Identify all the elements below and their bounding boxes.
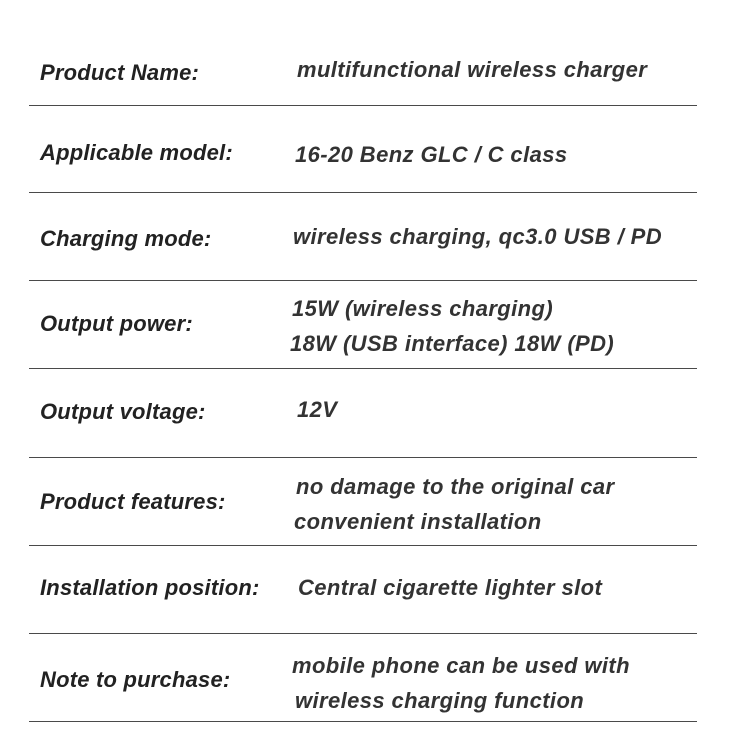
spec-label: Product features:	[40, 489, 226, 514]
row-divider	[29, 633, 697, 634]
row-divider	[29, 457, 697, 458]
spec-value: Central cigarette lighter slot	[298, 575, 603, 600]
row-divider	[29, 280, 697, 281]
spec-label: Output power:	[40, 311, 193, 336]
row-divider	[29, 368, 697, 369]
spec-label: Product Name:	[40, 60, 200, 85]
spec-value: 16-20 Benz GLC / C class	[295, 142, 568, 167]
spec-label: Charging mode:	[40, 226, 212, 251]
spec-value: 15W (wireless charging)	[292, 296, 554, 321]
spec-value: wireless charging function	[295, 688, 585, 713]
spec-label: Installation position:	[40, 575, 260, 600]
row-divider	[29, 721, 697, 722]
spec-value: no damage to the original car	[296, 474, 615, 499]
row-divider	[29, 545, 697, 546]
spec-value: 18W (USB interface) 18W (PD)	[290, 331, 615, 356]
spec-value: wireless charging, qc3.0 USB / PD	[293, 224, 662, 249]
row-divider	[29, 105, 697, 106]
spec-value: 12V	[297, 397, 338, 422]
spec-label: Applicable model:	[40, 140, 233, 165]
spec-value: mobile phone can be used with	[292, 653, 630, 678]
spec-value: convenient installation	[294, 509, 542, 534]
spec-label: Output voltage:	[40, 399, 206, 424]
spec-value: multifunctional wireless charger	[297, 57, 648, 82]
row-divider	[29, 192, 697, 193]
spec-label: Note to purchase:	[40, 667, 231, 692]
